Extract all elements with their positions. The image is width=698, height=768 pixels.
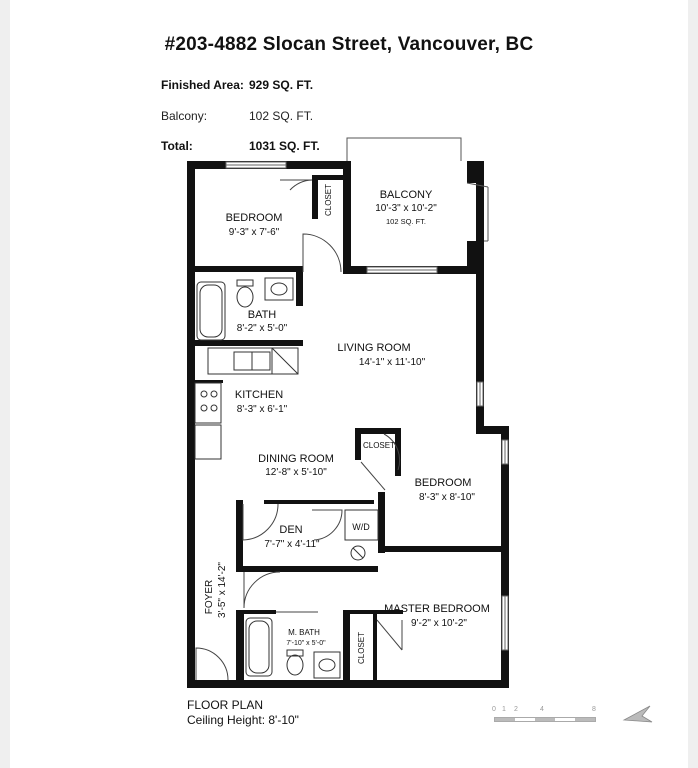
bedroom2-south-wall xyxy=(378,546,501,552)
scale-tick: 4 xyxy=(540,706,544,713)
wd-label: W/D xyxy=(352,522,370,532)
balcony-area-label: Balcony: xyxy=(161,109,208,123)
ceiling-height-label: Ceiling Height: 8'-10" xyxy=(187,713,299,727)
kitchen-dim: 8'-3" x 6'-1" xyxy=(236,404,288,415)
bedroom-door xyxy=(303,234,341,272)
bath-dim: 8'-2" x 5'-0" xyxy=(236,323,288,334)
den-north-wall xyxy=(264,500,374,504)
mbath-tub xyxy=(246,618,272,676)
kitchen-name: KITCHEN xyxy=(234,389,284,401)
bedroom2-name: BEDROOM xyxy=(414,477,472,489)
north-east-column xyxy=(467,161,484,183)
living-name: LIVING ROOM xyxy=(337,342,411,354)
bath-vanity xyxy=(265,278,293,300)
balcony-east-pier xyxy=(467,241,484,271)
den-door xyxy=(243,504,278,540)
mbath-toilet xyxy=(287,655,303,675)
balcony-name: BALCONY xyxy=(379,189,433,201)
toilet-tank xyxy=(237,280,253,286)
bath-name: BATH xyxy=(247,309,277,321)
scale-bar xyxy=(492,706,602,723)
foyer-dim: 3'-5" x 14'-2" xyxy=(217,562,228,618)
mbath-east-wall xyxy=(343,610,350,688)
mbath-top-wall-left xyxy=(236,610,276,614)
toilet-bowl xyxy=(237,287,253,307)
master-hall-door xyxy=(244,572,280,608)
stove xyxy=(195,383,221,423)
closet1-door xyxy=(280,180,312,190)
scale-tick: 8 xyxy=(592,706,596,713)
closet2-label: CLOSET xyxy=(362,441,396,450)
balcony-area: 102 SQ. FT. xyxy=(385,217,427,226)
dining-name: DINING ROOM xyxy=(258,453,334,465)
scale-tick: 0 xyxy=(492,706,496,713)
total-area-value: 1031 SQ. FT. xyxy=(249,139,320,153)
dining-dim: 12'-8" x 5'-10" xyxy=(265,467,327,478)
living-dim: 14'-1" x 11'-10" xyxy=(358,357,426,368)
mbath-name: M. BATH xyxy=(288,628,320,637)
bedroom2-dim: 8'-3" x 8'-10" xyxy=(419,492,475,503)
finished-area-label: Finished Area: xyxy=(161,78,244,92)
closet2-top-wall xyxy=(355,428,401,434)
closet3-label: CLOSET xyxy=(357,631,366,665)
east-step-wall xyxy=(476,426,509,434)
bathtub xyxy=(197,282,225,340)
closet3-door xyxy=(377,620,402,650)
total-area-label: Total: xyxy=(161,139,193,153)
master-dim: 9'-2" x 10'-2" xyxy=(411,618,467,629)
balcony-area-value: 102 SQ. FT. xyxy=(249,109,314,123)
page-title: #203-4882 Slocan Street, Vancouver, BC xyxy=(164,34,534,55)
bedroom1-dim: 9'-3" x 7'-6" xyxy=(228,227,280,238)
north-arrow-icon xyxy=(624,706,652,722)
bath-east-wall xyxy=(296,266,303,306)
bedroom-south-wall xyxy=(195,266,303,272)
scale-tick: 1 xyxy=(502,706,506,713)
bedroom1-name: BEDROOM xyxy=(225,212,283,224)
mbath-dim: 7'-10" x 5'-0" xyxy=(286,640,326,647)
closet2-west-wall xyxy=(355,428,361,460)
scale-bar-graphic xyxy=(494,717,596,722)
bedroom-balcony-wall xyxy=(343,161,351,274)
den-bedroom-wall xyxy=(378,492,385,553)
west-wall xyxy=(187,161,195,688)
mbath-vanity xyxy=(314,652,340,678)
closet1-label: CLOSET xyxy=(324,183,333,217)
master-name: MASTER BEDROOM xyxy=(384,603,490,615)
scale-tick: 2 xyxy=(514,706,518,713)
fridge xyxy=(195,425,221,459)
den-west-wall xyxy=(236,500,243,572)
balcony-dim: 10'-3" x 10'-2" xyxy=(375,203,437,214)
closet1-west-wall xyxy=(312,175,318,219)
finished-area-value: 929 SQ. FT. xyxy=(249,78,314,92)
mbath-west-wall xyxy=(236,610,244,688)
den-south-wall xyxy=(236,566,378,572)
floor-plan-label: FLOOR PLAN xyxy=(187,698,264,712)
den-dim: 7'-7" x 4'-11" xyxy=(264,539,320,550)
den-closet-door xyxy=(312,510,342,540)
closet1-top-wall xyxy=(312,175,343,180)
foyer-name: FOYER xyxy=(204,579,215,615)
closet3-east-wall xyxy=(373,614,377,680)
den-name: DEN xyxy=(279,524,303,536)
closet2-door xyxy=(361,462,385,490)
entry-door xyxy=(196,648,228,680)
bath-south-wall xyxy=(195,340,303,346)
